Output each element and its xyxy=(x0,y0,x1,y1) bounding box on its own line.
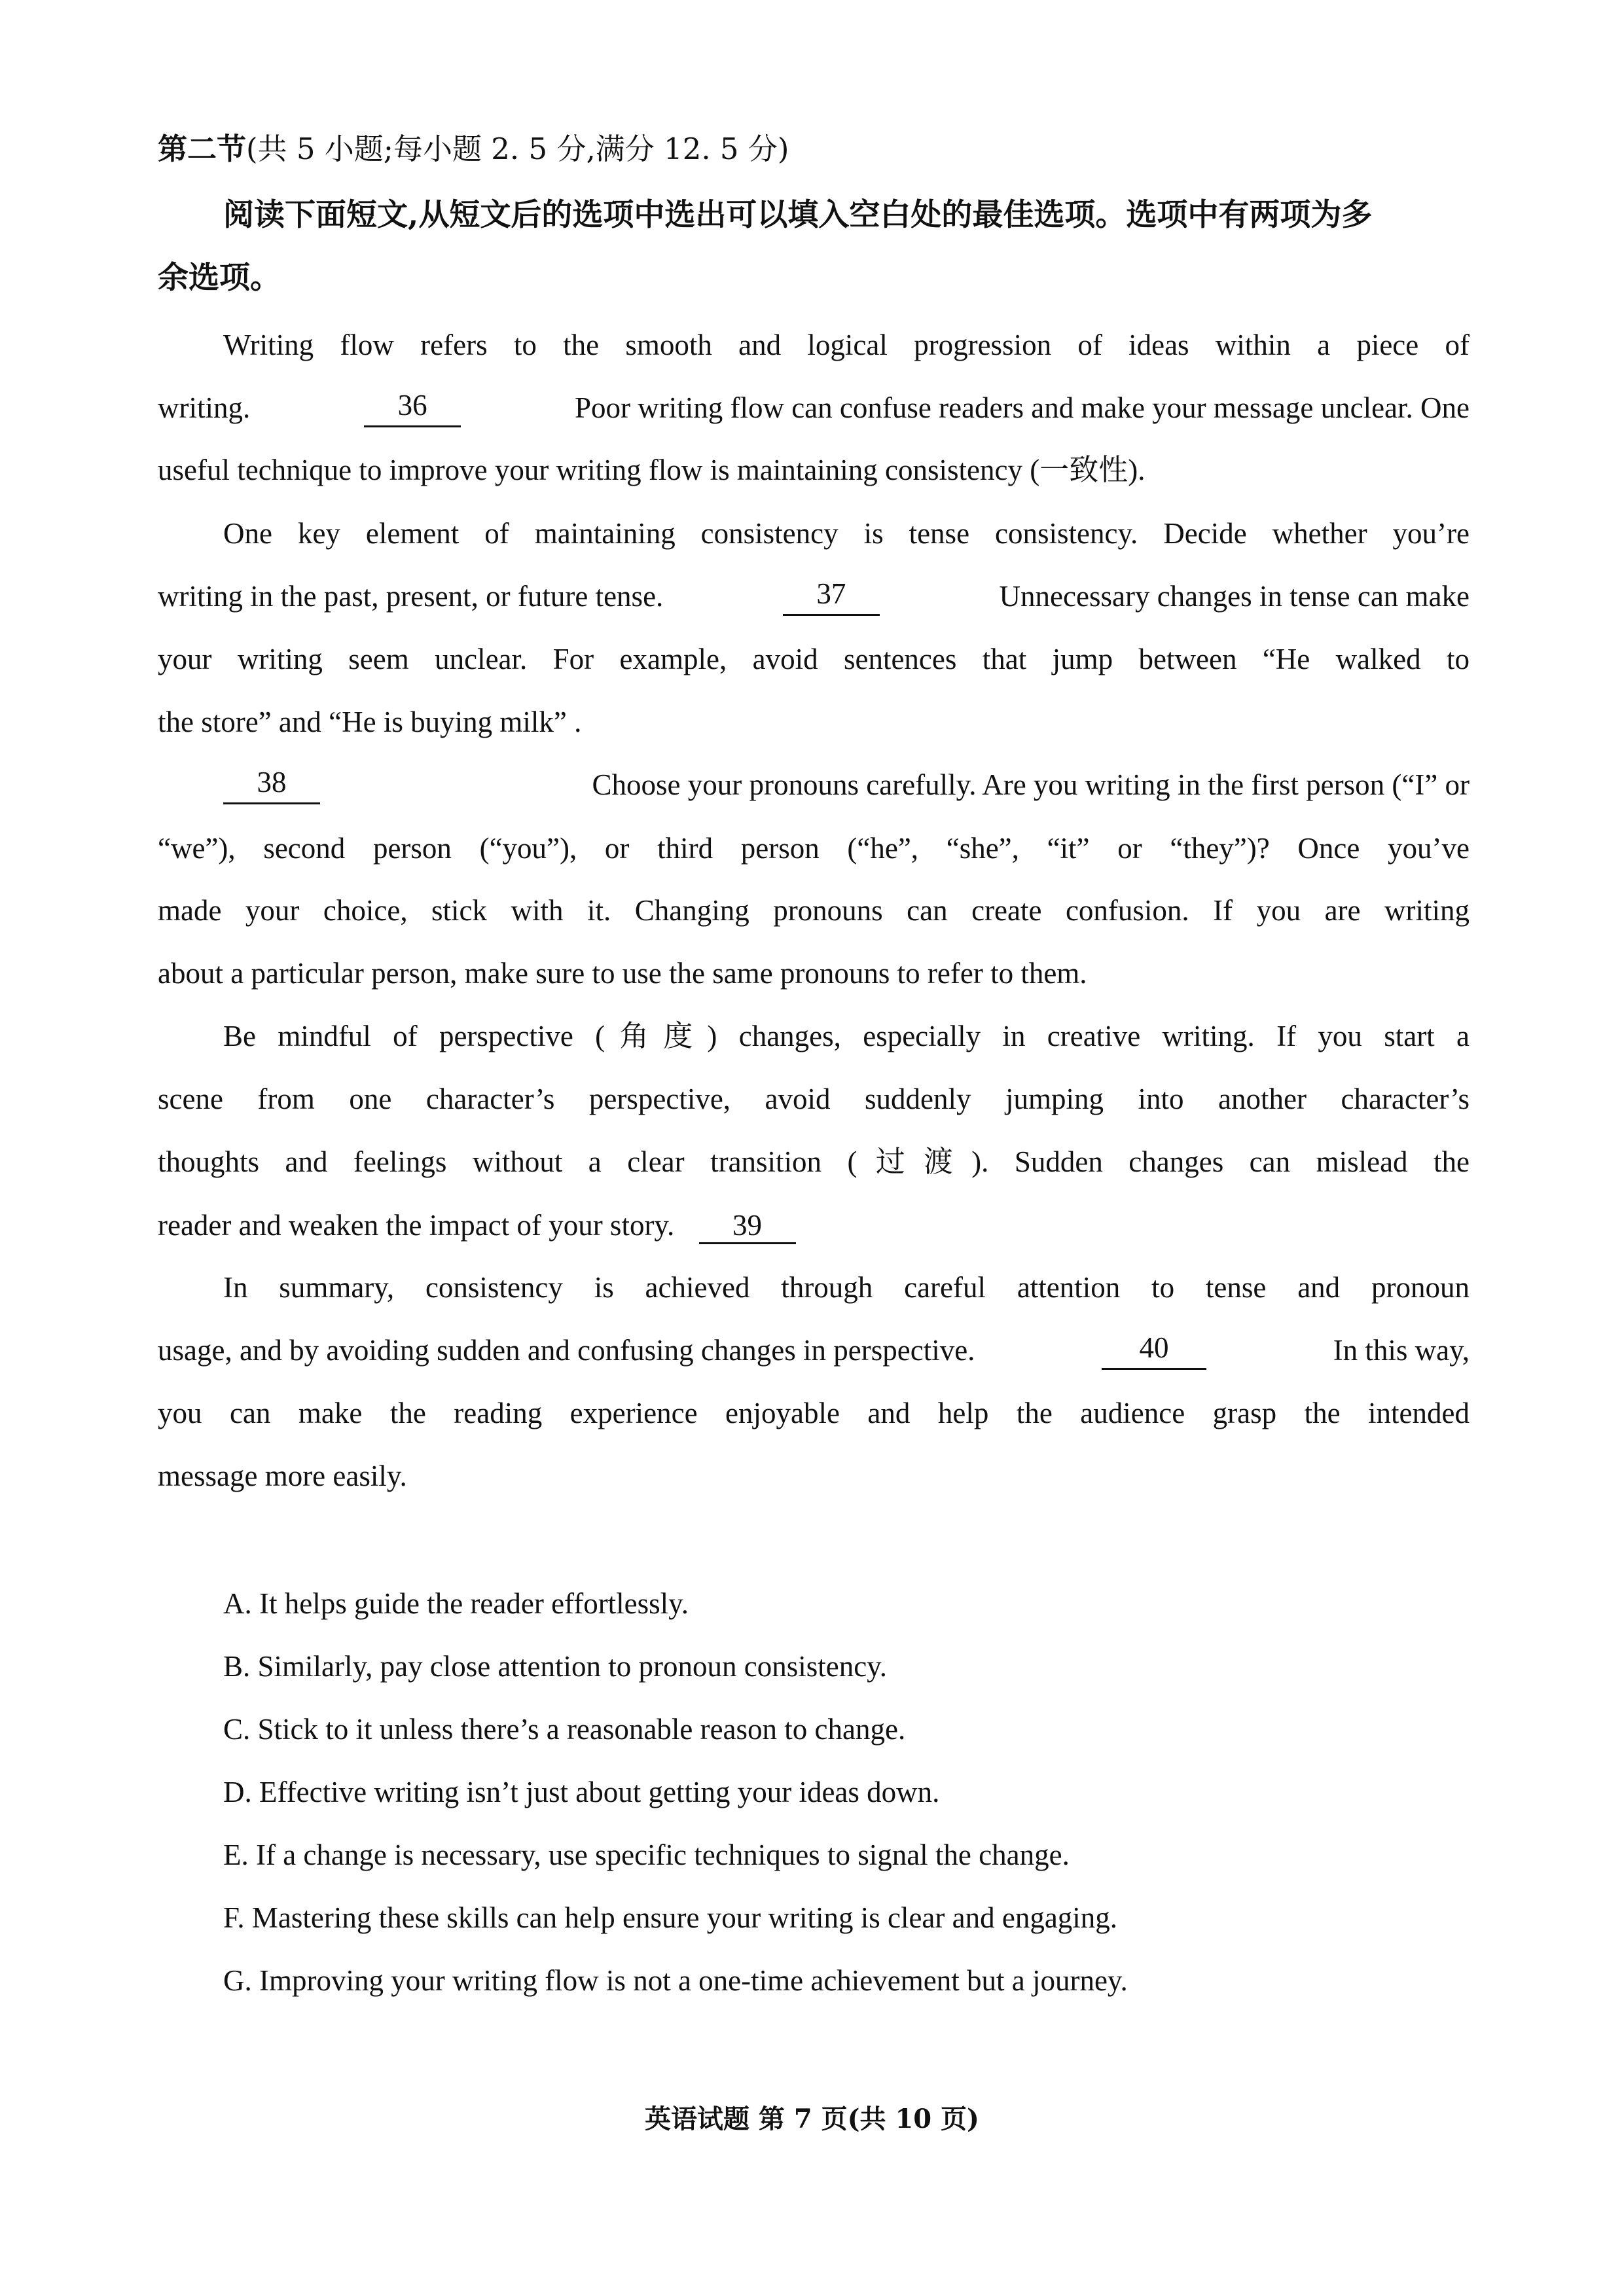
passage-p1-line-3: useful technique to improve your writing flow is maintaining consistency (一致性). xyxy=(158,454,1146,486)
passage-p3-line-1 xyxy=(223,765,1470,804)
passage-p2-line-4: the store” and “He is buying milk” . xyxy=(158,706,582,738)
passage-p4-line-3: thoughts and feelings without a clear transition (过渡). Sudden changes can mislead the xyxy=(158,1145,1470,1178)
passage-p3-line-3: made your choice, stick with it. Changing pronouns can create confusion. If you are writing xyxy=(158,894,1470,927)
passage-p5-line-4: message more easily. xyxy=(158,1460,407,1492)
passage-p1-line-2 xyxy=(158,388,1470,427)
passage-text: reader and weaken the impact of your story. xyxy=(158,1209,675,1242)
option-b: B. Similarly, pay close attention to pronoun consistency. xyxy=(223,1650,887,1683)
section-info: (共 5 小题;每小题 2. 5 分,满分 12. 5 分) xyxy=(246,132,789,166)
option-g: G. Improving your writing flow is not a one-time achievement but a journey. xyxy=(223,1964,1128,1997)
passage-p4-line-1: Be mindful of perspective (角度) changes, especially in creative writing. If you start a xyxy=(223,1020,1470,1052)
passage-text: writing. xyxy=(158,391,251,424)
page-footer: 英语试题 第 7 页(共 10 页) xyxy=(645,2104,979,2134)
passage-p1-line-1: Writing flow refers to the smooth and logical progression of ideas within a piece of xyxy=(223,329,1470,361)
blank-39[interactable]: 39 xyxy=(699,1208,796,1244)
blank-38[interactable]: 38 xyxy=(223,765,320,804)
passage-p4-line-4 xyxy=(158,1206,1470,1245)
blank-40[interactable]: 40 xyxy=(1102,1331,1206,1370)
option-a: A. It helps guide the reader effortlessly. xyxy=(223,1587,689,1620)
option-e: E. If a change is necessary, use specific techniques to signal the change. xyxy=(223,1839,1070,1871)
option-f: F. Mastering these skills can help ensure your writing is clear and engaging. xyxy=(223,1901,1118,1934)
passage-text: Unnecessary changes in tense can make xyxy=(999,580,1470,613)
passage-text: writing in the past, present, or future tense. xyxy=(158,580,664,613)
passage-p5-line-2 xyxy=(158,1331,1470,1370)
passage-text: In this way, xyxy=(1333,1334,1470,1367)
passage-p5-line-3: you can make the reading experience enjoyable and help the audience grasp the intended xyxy=(158,1397,1470,1429)
passage-text: Choose your pronouns carefully. Are you writing in the first person (“I” or xyxy=(592,768,1470,801)
passage-p5-line-1: In summary, consistency is achieved through careful attention to tense and pronoun xyxy=(223,1271,1470,1304)
blank-36[interactable]: 36 xyxy=(364,388,461,427)
directions-line-1: 阅读下面短文,从短文后的选项中选出可以填入空白处的最佳选项。选项中有两项为多 xyxy=(223,197,1373,233)
option-d: D. Effective writing isn’t just about getting your ideas down. xyxy=(223,1776,940,1808)
passage-text: usage, and by avoiding sudden and confusing changes in perspective. xyxy=(158,1334,975,1367)
passage-p2-line-1: One key element of maintaining consistency is tense consistency. Decide whether you’re xyxy=(223,517,1470,550)
section-heading xyxy=(158,130,789,169)
passage-p2-line-2 xyxy=(158,577,1470,616)
option-c: C. Stick to it unless there’s a reasonable reason to change. xyxy=(223,1713,906,1746)
passage-text: Poor writing flow can confuse readers and make your message unclear. One xyxy=(574,391,1470,424)
directions-line-2: 余选项。 xyxy=(158,260,281,296)
passage-p3-line-4: about a particular person, make sure to use the same pronouns to refer to them. xyxy=(158,957,1087,990)
passage-p2-line-3: your writing seem unclear. For example, avoid sentences that jump between “He walked to xyxy=(158,643,1470,675)
section-title: 第二节 xyxy=(158,132,247,166)
passage-p4-line-2: scene from one character’s perspective, avoid suddenly jumping into another character’s xyxy=(158,1083,1470,1115)
passage-p3-line-2: “we”), second person (“you”), or third person (“he”, “she”, “it” or “they”)? Once you’ve xyxy=(158,832,1470,865)
blank-37[interactable]: 37 xyxy=(783,577,880,616)
